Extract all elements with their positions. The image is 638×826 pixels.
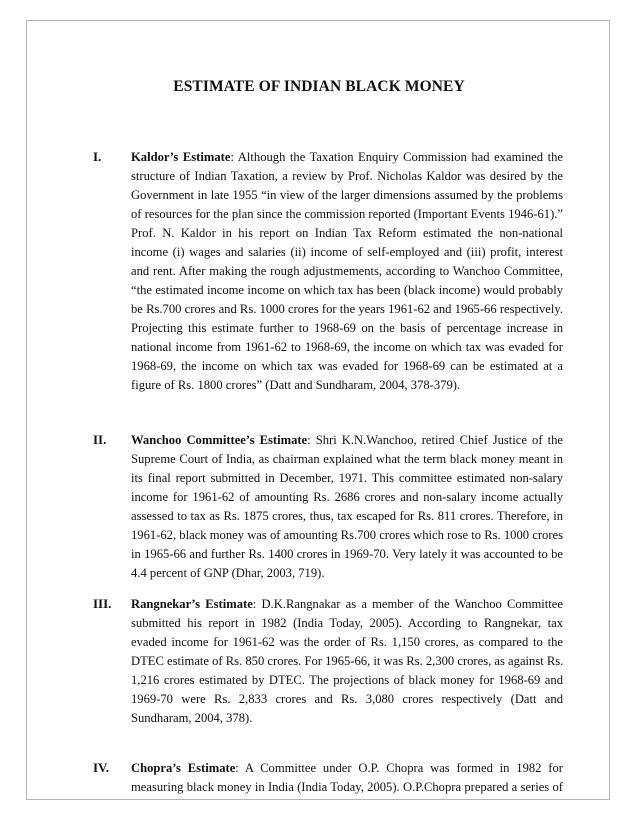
paragraph-line: measuring black money in India (India Today, 2005). O.P.Chopra prepared a series of <box>131 780 563 794</box>
paragraph-line: 1,216 crores estimated by DTEC. The projections of black money for 1968-69 and <box>131 673 563 687</box>
paragraph-line: submitted his report in 1982 (India Today, 2005). According to Rangnekar, tax <box>131 616 563 630</box>
paragraph-line: of resources for the plan since the commission reported (Important Events 1946-61).” <box>131 207 563 221</box>
section-paragraph <box>131 148 563 395</box>
section-heading: Rangnekar’s Estimate <box>131 597 253 611</box>
section-heading: Wanchoo Committee’s Estimate <box>131 433 308 447</box>
paragraph-line: evaded income for 1961-62 was the order of Rs. 1,150 crores, as compared to the <box>131 635 563 649</box>
section-paragraph <box>131 595 563 728</box>
paragraph-line: in 1965-66 and further Rs. 1400 crores in 1969-70. Very lately it was accounted to be <box>131 547 563 561</box>
paragraph-line: national income from 1961-62 to 1968-69, the income on which tax was evaded for <box>131 340 563 354</box>
section-numeral: II. <box>93 432 107 447</box>
document-title: ESTIMATE OF INDIAN BLACK MONEY <box>173 78 465 95</box>
section-numeral: III. <box>93 596 112 611</box>
section-heading: Kaldor’s Estimate <box>131 150 231 164</box>
paragraph-line: 1968-69, the income on which tax was evaded for 1968-69 can be estimated at a <box>131 359 563 373</box>
paragraph-line: Government in late 1955 “in view of the larger dimensions assumed by the problems <box>131 188 563 202</box>
paragraph-line: Supreme Court of India, as chairman explained what the term black money meant in <box>131 452 563 466</box>
paragraph-line: “the estimated income income on which tax has been (black income) would probably <box>131 283 563 297</box>
section-paragraph <box>131 759 563 797</box>
paragraph-line: Prof. N. Kaldor in his report on Indian Tax Reform estimated the non-national <box>131 226 563 240</box>
section-numeral: IV. <box>93 760 110 775</box>
section-heading: Chopra’s Estimate <box>131 761 236 775</box>
paragraph-line: figure of Rs. 1800 crores” (Datt and Sundharam, 2004, 378-379). <box>131 378 461 392</box>
paragraph-line: 1961-62, black money was of amounting Rs.700 crores which rose to Rs. 1000 crores <box>131 528 563 542</box>
paragraph-line: 1969-70 were Rs. 2,833 crores and Rs. 3,080 crores respectively (Datt and <box>131 692 563 706</box>
paragraph-line: Sundharam, 2004, 378). <box>131 711 253 725</box>
paragraph-line: Chopra’s Estimate: A Committee under O.P. Chopra was formed in 1982 for <box>131 761 563 775</box>
paragraph-line: Wanchoo Committee’s Estimate: Shri K.N.Wanchoo, retired Chief Justice of the <box>131 433 563 447</box>
section-paragraph <box>131 431 563 583</box>
paragraph-line: be Rs.700 crores and Rs. 1000 crores for the years 1961-62 and 1965-66 respectively. <box>131 302 563 316</box>
paragraph-line: 4.4 percent of GNP (Dhar, 2003, 719). <box>131 566 325 580</box>
paragraph-line: and rent. After making the rough adjustmements, according to Wanchoo Committee, <box>131 264 563 278</box>
paragraph-line: income (i) wages and salaries (ii) income of self-employed and (iii) profit, interest <box>131 245 563 259</box>
paragraph-line: structure of Indian Taxation, a review by Prof. Nicholas Kaldor was desired by the <box>131 169 563 183</box>
paragraph-line: its final report submitted in December, 1971. This committee estimated non-salary <box>131 471 563 485</box>
paragraph-line: Kaldor’s Estimate: Although the Taxation Enquiry Commission had examined the <box>131 150 563 164</box>
paragraph-line: Projecting this estimate further to 1968-69 on the basis of percentage increase in <box>131 321 563 335</box>
paragraph-line: income for 1961-62 of amounting Rs. 2686 crores and non-salary income actually <box>131 490 563 504</box>
paragraph-line: assessed to tax as Rs. 1875 crores, thus, tax escaped for Rs. 811 crores. Therefore, in <box>131 509 563 523</box>
section-numeral: I. <box>93 149 102 164</box>
paragraph-line: DTEC estimate of Rs. 850 crores. For 1965-66, it was Rs. 2,300 crores, as against Rs. <box>131 654 564 668</box>
paragraph-line: Rangnekar’s Estimate: D.K.Rangnakar as a member of the Wanchoo Committee <box>131 597 563 611</box>
